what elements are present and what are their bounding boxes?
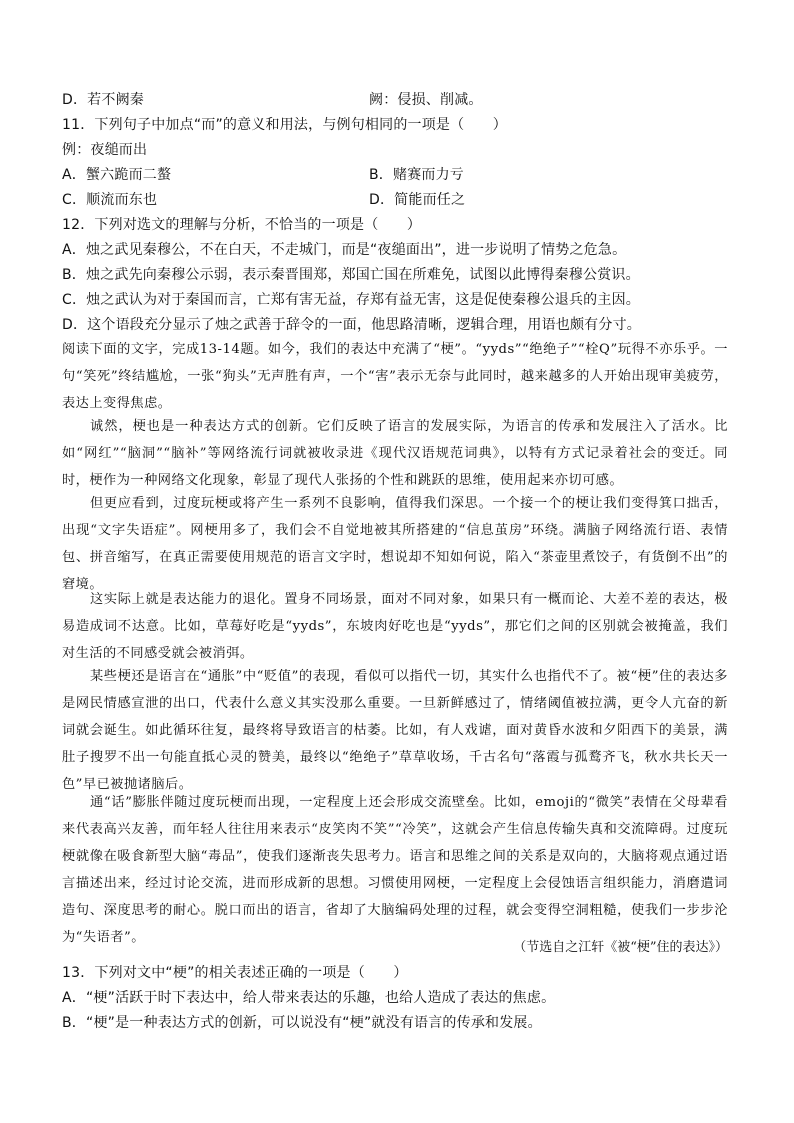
option-d-text: D．若不阙秦 — [62, 92, 144, 108]
option-b: B．赌赛而力亏 — [369, 167, 465, 183]
question-12-option-c: C．烛之武认为对于秦国而言，亡郑有害无益，存郑有益无害，这是促使秦穆公退兵的主因。 — [62, 292, 640, 308]
passage-paragraph-1: 阅读下面的文字，完成13-14题。如今，我们的表达中充满了“梗”。“yyds”“绝绝子”“栓Q”玩得不亦乐乎。一句“笑死”终结尴尬，一张“狗头”无声胜有声，一个“害”表示无奈与此同时，越来越多的人开始出现审美疲劳，表达上变得焦虑。 — [62, 342, 728, 411]
option-c: C．顺流而东也 — [62, 192, 158, 208]
passage-paragraph-5: 某些梗还是语言在“通胀”中“贬值”的表现，看似可以指代一切，其实什么也指代不了。被“梗”住的表达多是网民情感宣泄的出口，代表什么意义其实没那么重要。一旦新鲜感过了，情绪阈值被拉满，更令人亢奋的新词就会诞生。如此循环往复，最终将导致语言的枯萎。比如，有人戏谑，面对黄昏水波和夕阳西下的美景，满肚子搜罗不出一句能直抵心灵的赞美，最终以“绝绝子”草草收场，千古名句“落霞与孤鹜齐飞，秋水共长天一色”早已被抛诸脑后。 — [62, 669, 728, 792]
passage-paragraph-6: 通“话”膨胀伴随过度玩梗而出现，一定程度上还会形成交流壁垒。比如，emoji的“微笑”表情在父母辈看来代表高兴友善，而年轻人往往用来表示“皮笑肉不笑”“冷笑”，这就会产生信息传输失真和交流障碍。过度玩梗就像在吸食新型大脑“毒品”，使我们逐渐丧失思考力。语言和思维之间的关系是双向的，大脑将观点通过语言描述出来，经过讨论交流，进而形成新的思想。习惯使用网梗，一定程度上会侵蚀语言组织能力，消磨遣词造句、深度思考的耐心。脱口而出的语言，省却了大脑编码处理的过程，就会变得空洞粗糙，使我们一步步沦为“失语者”。 — [62, 795, 728, 945]
question-13-stem: 13．下列对文中“梗”的相关表述正确的一项是（ ） — [62, 965, 408, 981]
question-13-option-a: A．“梗”活跃于时下表达中，给人带来表达的乐趣，也给人造成了表达的焦虑。 — [62, 990, 556, 1006]
passage-source: （节选自之江轩《被“梗”住的表达》） — [513, 940, 728, 955]
question-12-option-b: B．烛之武先向秦穆公示弱，表示秦晋围郑，郑国亡国在所难免，试图以此博得秦穆公赏识。 — [62, 267, 640, 283]
q10-option-d — [62, 90, 483, 110]
passage-paragraph-4: 这实际上就是表达能力的退化。置身不同场景，面对不同对象，如果只有一概而论、大差不差的表达，极易造成词不达意。比如，草莓好吃是“yyds”，东坡肉好吃也是“yyds”，那它们之间的区别就会被掩盖，我们对生活的不同感受就会被消弭。 — [62, 592, 728, 661]
question-12-option-a: A．烛之武见秦穆公，不在白天，不走城门，而是“夜缒面出”，进一步说明了情势之危急。 — [62, 242, 627, 258]
question-13-option-b: B．“梗”是一种表达方式的创新，可以说没有“梗”就没有语言的传承和发展。 — [62, 1015, 542, 1031]
question-11-example: 例：夜缒而出 — [62, 142, 148, 158]
passage-paragraph-2: 诚然，梗也是一种表达方式的创新。它们反映了语言的发展实际，为语言的传承和发展注入了活水。比如“网红”“脑洞”“脑补”等网络流行词就被收录进《现代汉语规范词典》，以特有方式记录着社会的变迁。同时，梗作为一种网络文化现象，彰显了现代人张扬的个性和跳跃的思维，使用起来亦切可感。 — [62, 419, 728, 488]
question-12-stem: 12．下列对选文的理解与分析，不恰当的一项是（ ） — [62, 217, 422, 233]
question-11-options-row2 — [62, 190, 466, 210]
passage-paragraph-3: 但更应看到，过度玩梗或将产生一系列不良影响，值得我们深思。一个接一个的梗让我们变得箕口拙舌，出现“文字失语症”。网梗用多了，我们会不自觉地被其所搭建的“信息茧房”环绕。满脑子网络流行语、表情包、拼音缩写，在真正需要使用规范的语言文字时，想说却不知如何说，陷入“茶壶里煮饺子，有货倒不出”的窘境。 — [62, 496, 728, 592]
option-d: D．简能而任之 — [369, 192, 466, 208]
option-a: A．蟹六跪而二螯 — [62, 167, 172, 183]
option-d-gloss: 阙：侵损、削减。 — [369, 92, 483, 108]
question-12-option-d: D．这个语段充分显示了烛之武善于辞令的一面，他思路清晰，逻辑合理，用语也颇有分寸。 — [62, 317, 641, 333]
question-11-stem: 11．下列句子中加点“而”的意义和用法，与例句相同的一项是（ ） — [62, 117, 507, 133]
question-11-options-row1 — [62, 165, 465, 185]
